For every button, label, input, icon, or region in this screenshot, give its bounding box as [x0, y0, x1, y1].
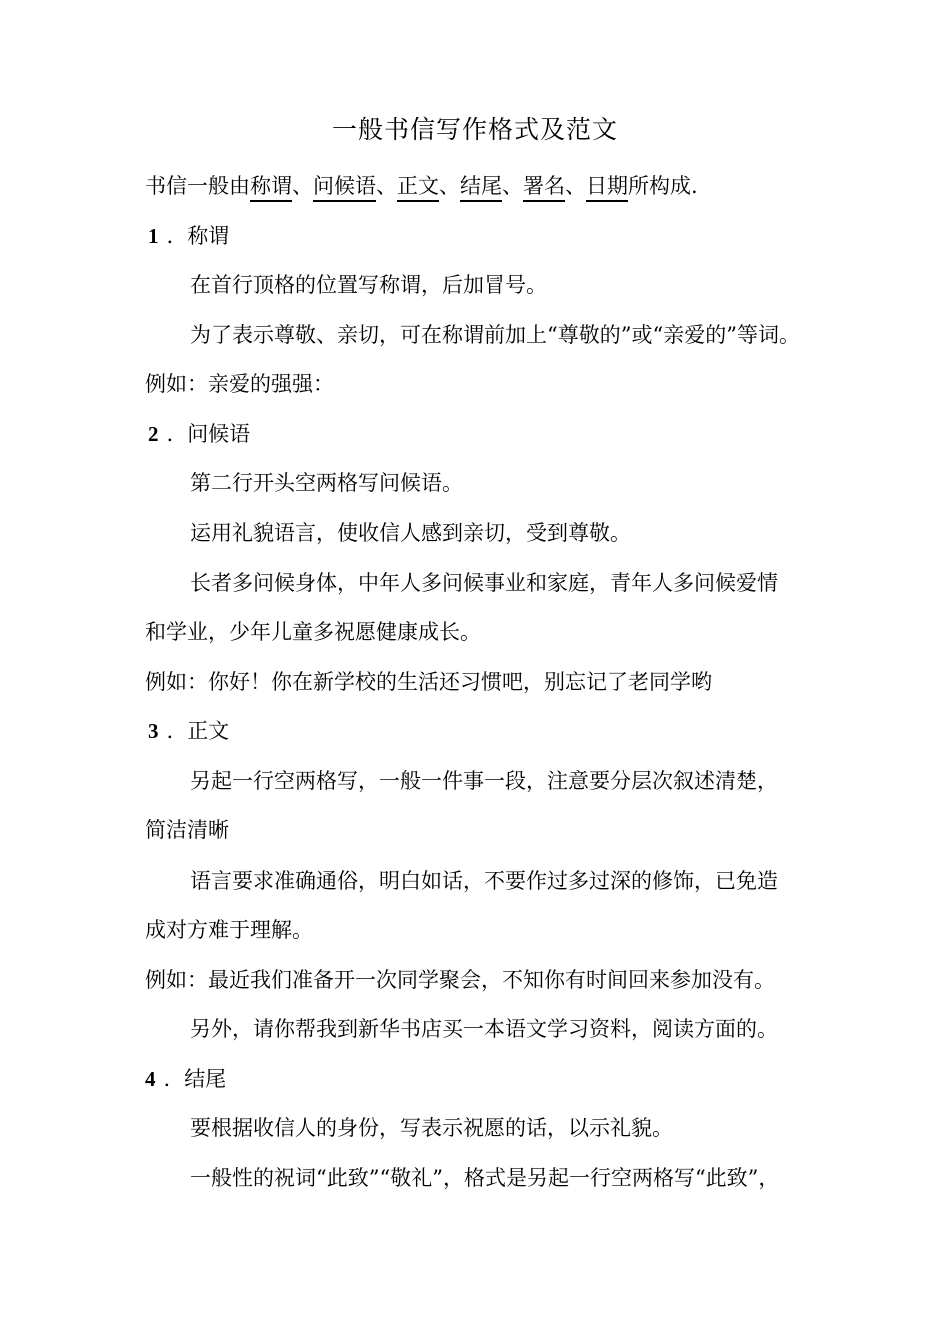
intro-prefix: 书信一般由	[145, 174, 250, 198]
intro-suffix: 所构成.	[628, 174, 698, 198]
paragraph-line: 例如：最近我们准备开一次同学聚会，不知你有时间回来参加没有。	[145, 968, 775, 992]
paragraph-line: 第二行开头空两格写问候语。	[190, 471, 463, 495]
intro-part-salutation: 称谓	[250, 174, 292, 202]
paragraph-line: 要根据收信人的身份，写表示祝愿的话，以示礼貌。	[190, 1116, 673, 1140]
intro-part-greeting: 问候语	[313, 174, 376, 202]
section-heading: 3 . 正文	[148, 719, 230, 743]
paragraph-line: 为了表示尊敬、亲切，可在称谓前加上“尊敬的”或“亲爱的”等词。	[190, 323, 800, 347]
paragraph-line: 一般性的祝词“此致”“敬礼”，格式是另起一行空两格写“此致”，	[190, 1166, 780, 1190]
paragraph-line: 运用礼貌语言，使收信人感到亲切，受到尊敬。	[190, 521, 631, 545]
paragraph-line: 成对方难于理解。	[145, 918, 313, 942]
paragraph-line: 另起一行空两格写，一般一件事一段，注意要分层次叙述清楚，	[190, 769, 778, 793]
page-title: 一般书信写作格式及范文	[331, 115, 618, 144]
paragraph-line: 语言要求准确通俗，明白如话，不要作过多过深的修饰，已免造	[190, 869, 778, 893]
section-heading: 1 . 称谓	[148, 224, 230, 248]
paragraph-line: 例如：亲爱的强强：	[145, 372, 334, 396]
intro-part-signature: 署名	[523, 174, 565, 202]
intro-part-date: 日期	[586, 174, 628, 202]
paragraph-line: 另外，请你帮我到新华书店买一本语文学习资料，阅读方面的。	[190, 1017, 778, 1041]
paragraph-line: 在首行顶格的位置写称谓，后加冒号。	[190, 273, 547, 297]
section-heading: 4 . 结尾	[145, 1067, 227, 1091]
paragraph-line: 和学业，少年儿童多祝愿健康成长。	[145, 620, 481, 644]
intro-line: 书信一般由称谓、问候语、正文、结尾、署名、日期所构成.	[145, 171, 815, 201]
intro-part-body: 正文	[397, 174, 439, 202]
paragraph-line: 简洁清晰	[145, 818, 229, 842]
section-heading: 2 . 问候语	[148, 422, 251, 446]
paragraph-line: 例如：你好！你在新学校的生活还习惯吧，别忘记了老同学哟	[145, 670, 712, 694]
intro-part-closing: 结尾	[460, 174, 502, 202]
paragraph-line: 长者多问候身体，中年人多问候事业和家庭，青年人多问候爱情	[190, 571, 778, 595]
